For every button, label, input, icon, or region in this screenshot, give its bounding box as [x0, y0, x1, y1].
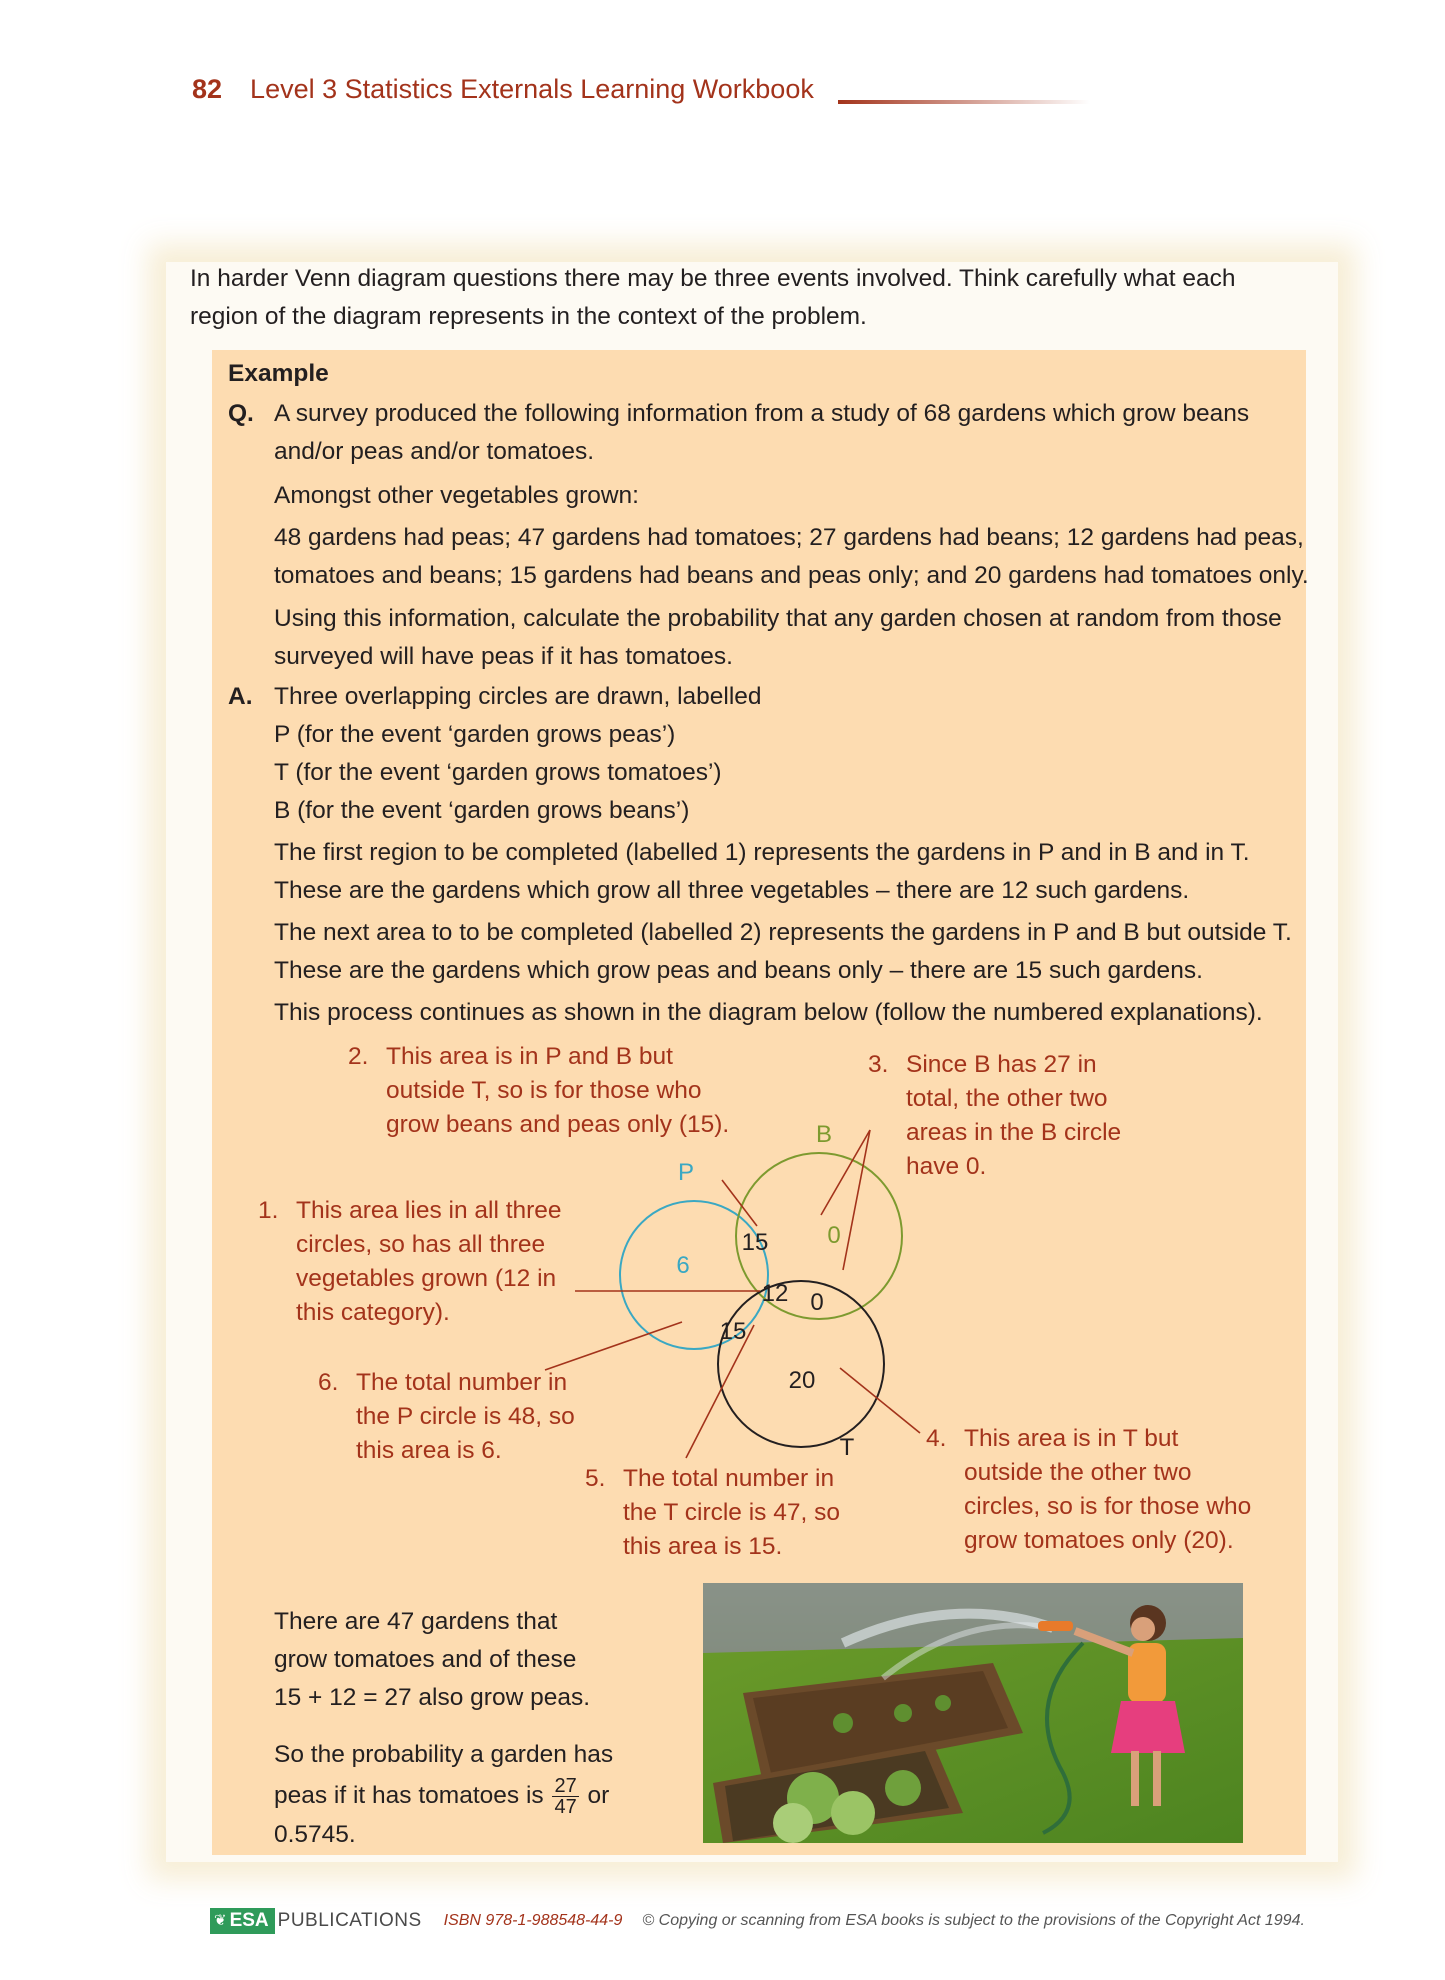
copyright-notice: © Copying or scanning from ESA books is subject to the provisions of the Copyright Act 1994. [642, 1912, 1305, 1929]
circle-t [718, 1281, 884, 1447]
conclusion-line: There are 47 gardens that [274, 1608, 558, 1635]
answer-line: The next area to to be completed (labelled 2) represents the gardens in P and B but outside T. [274, 919, 1292, 946]
region-pt-only: 15 [719, 1318, 747, 1345]
annotation-5: 5. The total number in the T circle is 47, so this area is 15. [585, 1465, 840, 1560]
annotation-3: 3. Since B has 27 in total, the other two areas in the B circle have 0. [868, 1051, 1122, 1180]
annotation-2: 2. This area is in P and B but outside T, so is for those who grow beans and peas only (15). [348, 1043, 730, 1138]
region-pb-only: 15 [741, 1229, 769, 1256]
question-line: A survey produced the following information from a study of 68 gardens which grow beans [274, 400, 1250, 427]
region-pbt: 12 [761, 1280, 789, 1307]
leader-line-3b [843, 1130, 870, 1270]
region-b-only: 0 [827, 1222, 841, 1249]
leaf-icon: ❦ [214, 1912, 227, 1929]
answer-line: This process continues as shown in the diagram below (follow the numbered explanations). [274, 999, 1263, 1026]
question-line: surveyed will have peas if it has tomatoes. [274, 643, 733, 670]
leader-line-4 [840, 1368, 920, 1433]
probability-line: So the probability a garden has [274, 1741, 614, 1768]
esa-logo: ❦ ESA [210, 1908, 275, 1934]
page-number: 82 [192, 74, 223, 104]
answer-line: These are the gardens which grow all three vegetables – there are 12 such gardens. [274, 877, 1190, 904]
intro-paragraph: In harder Venn diagram questions there may be three events involved. Think carefully what each region of the diagram represents in the context of the problem. [190, 265, 1236, 330]
conclusion-line: grow tomatoes and of these [274, 1646, 577, 1673]
question-line: 48 gardens had peas; 47 gardens had tomatoes; 27 gardens had beans; 12 gardens had peas, [274, 524, 1304, 551]
question-line: Amongst other vegetables grown: [274, 482, 639, 509]
label-t: T [839, 1434, 855, 1461]
isbn: ISBN 978-1-988548-44-9 [443, 1912, 623, 1929]
region-p-only: 6 [676, 1252, 690, 1279]
answer-line: These are the gardens which grow peas and beans only – there are 15 such gardens. [274, 957, 1203, 984]
probability-line-2: peas if it has tomatoes is $\frac{27}{47}$ or [274, 1775, 610, 1818]
annotation-6: 6. The total number in the P circle is 48, so this area is 6. [318, 1369, 575, 1464]
region-t-only: 20 [788, 1367, 816, 1394]
example-heading: Example [228, 360, 329, 387]
question-line: and/or peas and/or tomatoes. [274, 438, 595, 465]
probability-value: 0.5745. [274, 1821, 356, 1848]
annotation-4: 4. This area is in T but outside the other two circles, so is for those who grow tomatoes only (20). [926, 1425, 1252, 1554]
answer-line: Three overlapping circles are drawn, labelled [274, 683, 762, 710]
label-p: P [677, 1159, 695, 1186]
question-label: Q. [228, 400, 254, 427]
region-bt-only: 0 [810, 1289, 824, 1316]
question-line: Using this information, calculate the probability that any garden chosen at random from those [274, 605, 1282, 632]
page-footer [210, 1906, 1305, 1936]
answer-line: T (for the event ‘garden grows tomatoes’) [274, 759, 722, 786]
question-line: tomatoes and beans; 15 gardens had beans and peas only; and 20 gardens had tomatoes only. [274, 562, 1309, 589]
label-b: B [815, 1121, 833, 1148]
conclusion-line: 15 + 12 = 27 also grow peas. [274, 1684, 590, 1711]
answer-label: A. [228, 683, 253, 710]
answer-line: The first region to be completed (labelled 1) represents the gardens in P and in B and in T. [274, 839, 1250, 866]
publisher-name: PUBLICATIONS [277, 1910, 422, 1931]
annotation-1: 1. This area lies in all three circles, so has all three vegetables grown (12 in this category). [258, 1197, 562, 1326]
garden-photo-illustration [703, 1583, 1243, 1843]
book-title: Level 3 Statistics Externals Learning Workbook [250, 74, 814, 104]
answer-line: P (for the event ‘garden grows peas’) [274, 721, 676, 748]
answer-line: B (for the event ‘garden grows beans’) [274, 797, 690, 824]
garden-photo [703, 1583, 1243, 1843]
probability-fraction: $\frac{27}{47}$ [554, 1775, 577, 1818]
